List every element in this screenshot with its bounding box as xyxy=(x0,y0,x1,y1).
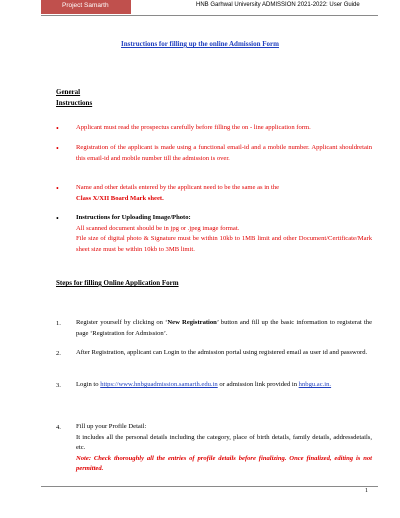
step-number: 3. xyxy=(56,382,61,389)
page-number: 1 xyxy=(365,488,368,494)
step-4-note: Note: Check thoroughly all the entries of profile details before finalizing. Once finalized, editing is not permitted. xyxy=(76,454,372,472)
bullet-marker: • xyxy=(56,214,59,223)
step-1-post: ’ button and fill up the basic information to registerat the page ‘Registration for Admission’. xyxy=(76,319,372,337)
step-1-bold: New Registration xyxy=(167,319,217,326)
bullet-marker: • xyxy=(56,144,59,153)
header-project-label: Project Samarth xyxy=(62,2,109,9)
general-bullet-3 xyxy=(76,183,372,204)
header-document-label: HNB Garhwal University ADMISSION 2021-2022: User Guide xyxy=(196,2,360,8)
general-heading-line1: General xyxy=(56,88,81,96)
general-bullet-3-text: Name and other details entered by the applicant need to be the same as in the xyxy=(76,184,280,191)
step-number: 2. xyxy=(56,350,61,357)
upload-instruction-1: All scanned document should be in jpg or .jpeg image format. xyxy=(76,224,240,232)
university-site-link[interactable]: hnbgu.ac.in. xyxy=(298,381,332,388)
bullet-marker: • xyxy=(56,184,59,193)
bullet-marker: • xyxy=(56,124,59,133)
general-bullet-1: Applicant must read the prospectus carefully before filling the on - line application form. xyxy=(76,124,311,131)
footer-divider xyxy=(41,486,378,487)
step-4-line1: Fill up your Profile Detail: xyxy=(76,423,147,430)
step-number: 4. xyxy=(56,424,61,431)
step-1-text xyxy=(76,318,372,339)
upload-instructions-heading: Instructions for Uploading Image/Photo: xyxy=(76,214,191,221)
header-divider xyxy=(41,15,378,16)
page-title: Instructions for filling up the online Admission Form xyxy=(121,40,279,48)
general-bullet-3-bold: Class X/XII Board Mark sheet. xyxy=(76,194,164,202)
steps-heading: Steps for filling Online Application Form xyxy=(56,279,179,287)
step-3-text xyxy=(76,380,372,391)
step-1-pre: Register yourself by clicking on ‘ xyxy=(76,319,168,326)
step-4-line2: It includes all the personal details including the category, place of birth details, family details, addressdetails, etc. xyxy=(76,433,372,451)
step-2-text: After Registration, applicant can Login to the admission portal using registered email as user id and password. xyxy=(76,349,368,356)
step-3-pre: Login to xyxy=(76,381,101,388)
step-3-mid: or admission link provided in xyxy=(217,381,299,388)
admission-portal-link[interactable]: https://www.hnbguadmission.samarth.edu.in xyxy=(100,381,218,388)
step-4-text xyxy=(76,422,372,475)
general-heading-line2: Instructions xyxy=(56,99,93,107)
upload-instruction-2: File size of digital photo & Signature must be within 10kb to 1MB limit and other Document/Certificate/Mark sheet size must be within 10kb to 3MB limit. xyxy=(76,235,372,253)
step-number: 1. xyxy=(56,320,61,327)
general-bullet-4 xyxy=(76,213,372,255)
general-bullet-2: Registration of the applicant is made using a functional email-id and a mobile number. Applicant shouldretain this email-id and mobile number till the admission is over. xyxy=(76,144,372,162)
